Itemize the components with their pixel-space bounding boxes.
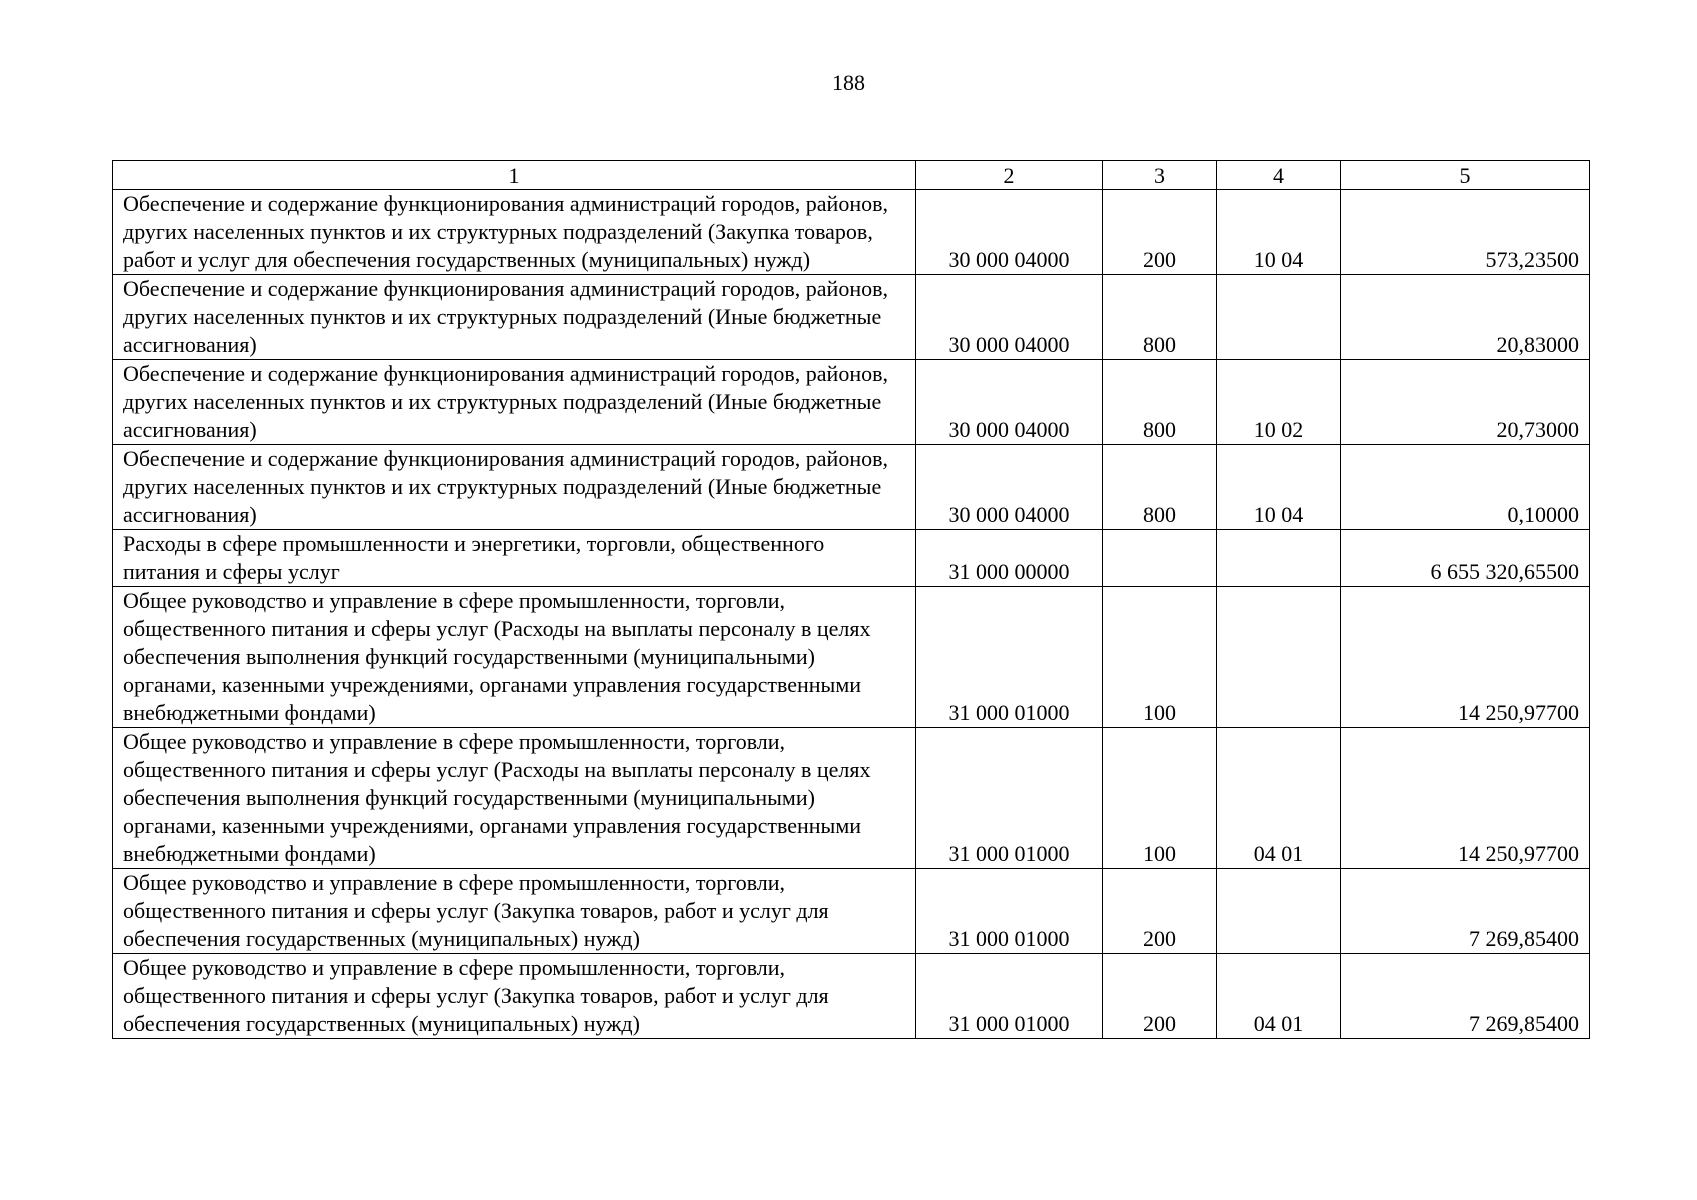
table-row — [113, 587, 1590, 728]
row-target-article: 30 000 04000 — [916, 190, 1103, 275]
row-amount: 7 269,85400 — [1341, 869, 1590, 954]
table-row — [113, 954, 1590, 1039]
row-expense-type: 100 — [1103, 728, 1217, 869]
page-number: 188 — [832, 70, 865, 95]
row-amount: 20,73000 — [1341, 360, 1590, 445]
table-row — [113, 530, 1590, 587]
column-header-4: 4 — [1217, 161, 1341, 190]
row-description: Общее руководство и управление в сфере промышленности, торговли, общественного питания и сферы услуг (Расходы на выплаты персоналу в целях обеспечения выполнения функций государственными (муниципальными) органами, казенными учреждениями, органами управления государственными внебюджетными фондами) — [113, 728, 916, 869]
column-header-5: 5 — [1341, 161, 1590, 190]
row-expense-type: 800 — [1103, 360, 1217, 445]
row-section — [1217, 587, 1341, 728]
budget-table — [112, 160, 1590, 1039]
row-target-article: 31 000 01000 — [916, 587, 1103, 728]
row-description: Общее руководство и управление в сфере промышленности, торговли, общественного питания и сферы услуг (Закупка товаров, работ и услуг для обеспечения государственных (муниципальных) нужд) — [113, 869, 916, 954]
row-section — [1217, 869, 1341, 954]
table-body — [113, 190, 1590, 1039]
row-expense-type — [1103, 530, 1217, 587]
row-description: Расходы в сфере промышленности и энергетики, торговли, общественного питания и сферы услуг — [113, 530, 916, 587]
table-row — [113, 360, 1590, 445]
row-target-article: 31 000 01000 — [916, 869, 1103, 954]
row-description: Обеспечение и содержание функционирования администраций городов, районов, других населенных пунктов и их структурных подразделений (Иные бюджетные ассигнования) — [113, 360, 916, 445]
row-amount: 573,23500 — [1341, 190, 1590, 275]
row-amount: 20,83000 — [1341, 275, 1590, 360]
row-expense-type: 100 — [1103, 587, 1217, 728]
row-amount: 0,10000 — [1341, 445, 1590, 530]
row-amount: 7 269,85400 — [1341, 954, 1590, 1039]
row-expense-type: 800 — [1103, 445, 1217, 530]
row-target-article: 31 000 01000 — [916, 728, 1103, 869]
row-section: 10 02 — [1217, 360, 1341, 445]
row-expense-type: 200 — [1103, 190, 1217, 275]
row-description: Общее руководство и управление в сфере промышленности, торговли, общественного питания и сферы услуг (Закупка товаров, работ и услуг для обеспечения государственных (муниципальных) нужд) — [113, 954, 916, 1039]
column-header-2: 2 — [916, 161, 1103, 190]
row-amount: 14 250,97700 — [1341, 728, 1590, 869]
row-description: Обеспечение и содержание функционирования администраций городов, районов, других населенных пунктов и их структурных подразделений (Иные бюджетные ассигнования) — [113, 445, 916, 530]
row-target-article: 30 000 04000 — [916, 275, 1103, 360]
row-amount: 14 250,97700 — [1341, 587, 1590, 728]
row-description: Обеспечение и содержание функционирования администраций городов, районов, других населенных пунктов и их структурных подразделений (Иные бюджетные ассигнования) — [113, 275, 916, 360]
table-row — [113, 445, 1590, 530]
table-row — [113, 869, 1590, 954]
row-section: 10 04 — [1217, 445, 1341, 530]
row-expense-type: 200 — [1103, 954, 1217, 1039]
row-section: 04 01 — [1217, 954, 1341, 1039]
table-row — [113, 275, 1590, 360]
table-row — [113, 190, 1590, 275]
row-target-article: 31 000 01000 — [916, 954, 1103, 1039]
row-target-article: 31 000 00000 — [916, 530, 1103, 587]
row-description: Обеспечение и содержание функционирования администраций городов, районов, других населенных пунктов и их структурных подразделений (Закупка товаров, работ и услуг для обеспечения государственных (муниципальных) нужд) — [113, 190, 916, 275]
row-amount: 6 655 320,65500 — [1341, 530, 1590, 587]
row-section — [1217, 530, 1341, 587]
table-header — [113, 161, 1590, 190]
row-target-article: 30 000 04000 — [916, 360, 1103, 445]
row-section — [1217, 275, 1341, 360]
column-header-1: 1 — [113, 161, 916, 190]
row-section: 10 04 — [1217, 190, 1341, 275]
column-header-3: 3 — [1103, 161, 1217, 190]
header-row — [113, 161, 1590, 190]
table-row — [113, 728, 1590, 869]
row-section: 04 01 — [1217, 728, 1341, 869]
row-target-article: 30 000 04000 — [916, 445, 1103, 530]
row-description: Общее руководство и управление в сфере промышленности, торговли, общественного питания и сферы услуг (Расходы на выплаты персоналу в целях обеспечения выполнения функций государственными (муниципальными) органами, казенными учреждениями, органами управления государственными внебюджетными фондами) — [113, 587, 916, 728]
row-expense-type: 200 — [1103, 869, 1217, 954]
row-expense-type: 800 — [1103, 275, 1217, 360]
